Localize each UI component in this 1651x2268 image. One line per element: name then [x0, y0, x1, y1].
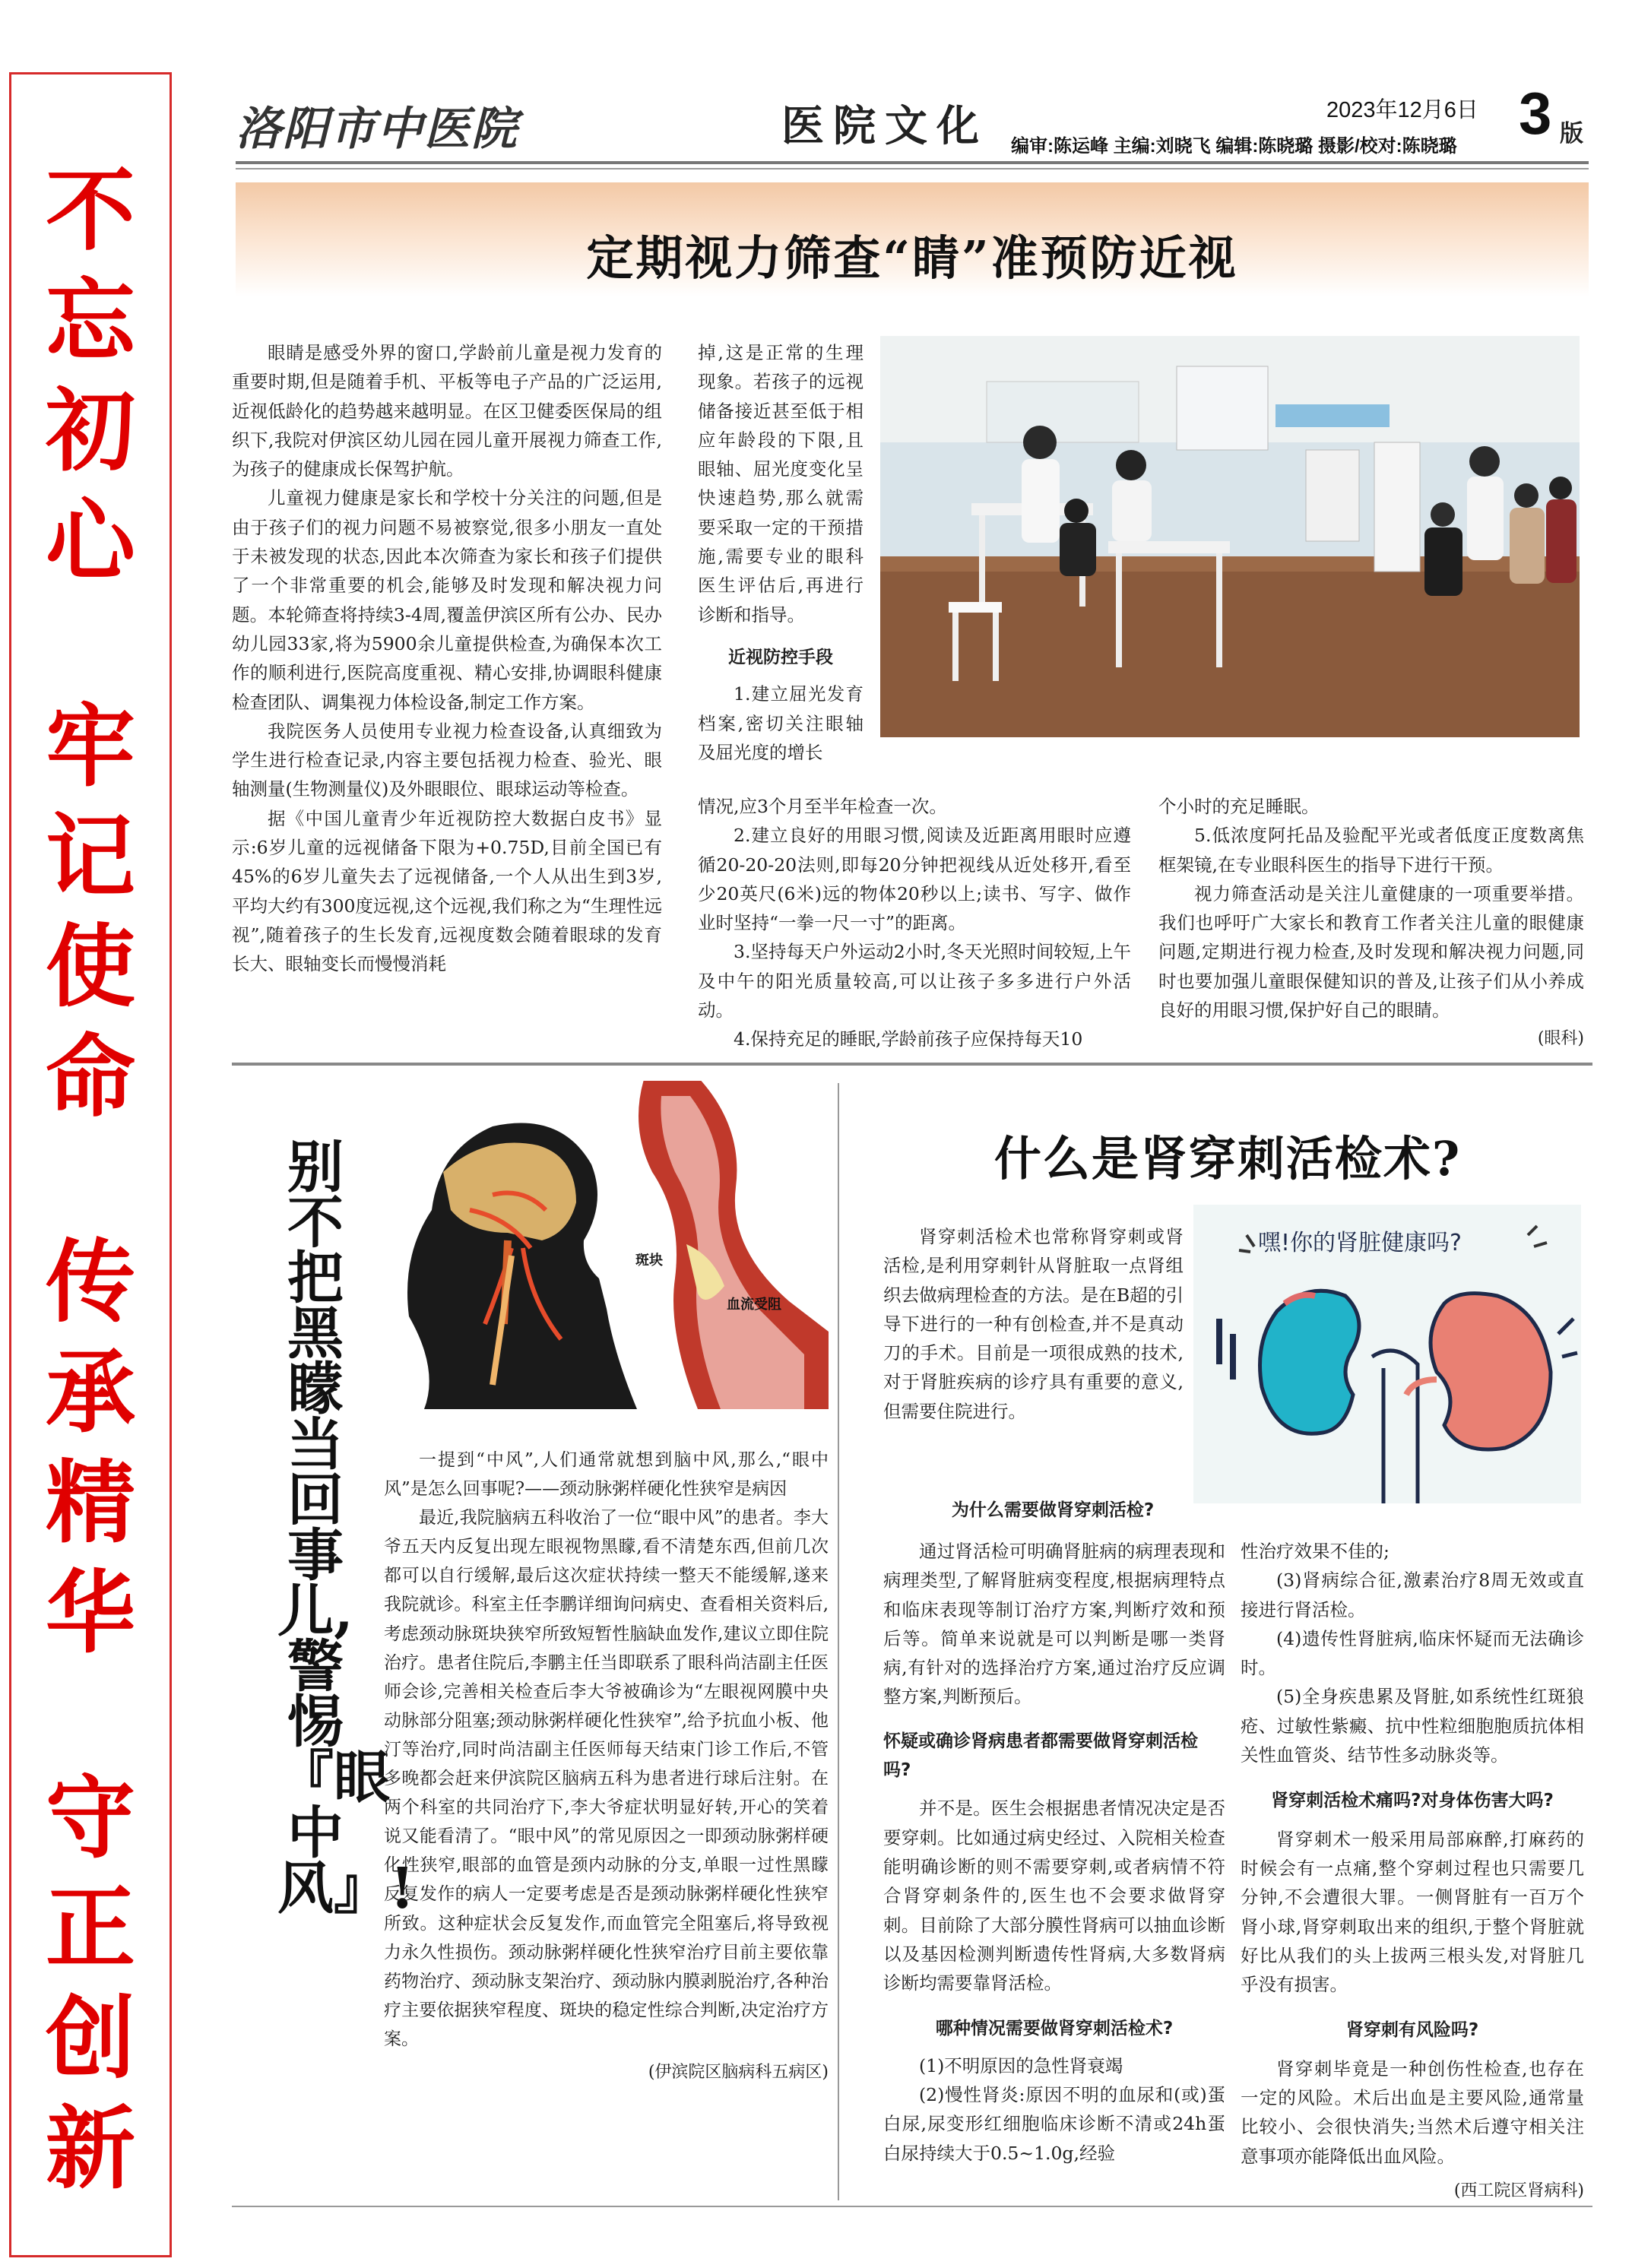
paragraph: (4)遗传性肾脏病,临床怀疑而无法确诊时。: [1241, 1627, 1584, 1679]
slogan-char: 使: [45, 914, 135, 1019]
paragraph: 4.保持充足的睡眠,学龄前孩子应保持每天10: [734, 1028, 1083, 1050]
plaque-label: 斑块: [635, 1253, 663, 1269]
slogan-char: 命: [45, 1025, 135, 1129]
paragraph: 肾穿刺活检术也常称肾穿刺或肾活检,是利用穿刺针从肾脏取一点肾组织去做病理检查的方法。是在B超的引导下进行的一种有创检查,并不是真动刀的手术。目前是一项很成熟的技术,对于肾脏疾病的诊疗具有重要的意义,但需要住院进行。: [883, 1226, 1184, 1422]
slogan-char: 创: [45, 1986, 135, 2091]
column-divider: [838, 1083, 839, 2200]
slogan-char: 传: [45, 1230, 135, 1335]
paragraph: (5)全身疾患累及肾脏,如系统性红斑狼疮、过敏性紫癜、抗中性粒细胞胞质抗体相关性血管炎、结节性多动脉炎等。: [1241, 1686, 1584, 1766]
slogan-char: 初: [45, 379, 135, 483]
vertical-article-title: 别不把黑矇当回事儿,警惕『眼中风』!: [277, 1135, 415, 1921]
question-heading: 肾穿刺有风险吗?: [1345, 2020, 1479, 2041]
paragraph: 性治疗效果不佳的;: [1241, 1541, 1390, 1562]
issue-date: 2023年12月6日: [1326, 98, 1478, 122]
slogan-char: 精: [45, 1450, 135, 1555]
question-heading: 为什么需要做肾穿刺活检?: [951, 1500, 1155, 1520]
blood-flow-label: 血流受阻: [727, 1297, 781, 1313]
paper-name-logo: 洛阳市中医院: [236, 103, 518, 156]
paragraph: (3)肾病综合征,激素治疗8周无效或直接进行肾活检。: [1241, 1570, 1584, 1620]
article-column: [1241, 1537, 1584, 2206]
page-unit: 版: [1560, 120, 1583, 147]
kidney-caption: 嘿!你的肾脏健康吗?: [1258, 1230, 1462, 1256]
carotid-illustration: [379, 1081, 829, 1409]
paragraph: 情况,应3个月至半年检查一次。: [698, 796, 947, 817]
paragraph: 肾穿刺术一般采用局部麻醉,打麻药的时候会有一点痛,整个穿刺过程也只需要几分钟,不会遭很大罪。一侧肾脏有一百万个肾小球,肾穿刺取出来的组织,于整个肾脏就好比从我们的头上拔两三根头发,对肾脏几乎没有损害。: [1241, 1828, 1584, 1996]
paragraph: 个小时的充足睡眠。: [1158, 796, 1320, 817]
paragraph: 我院医务人员使用专业视力检查设备,认真细致为学生进行检查记录,内容主要包括视力检查、验光、眼轴测量(生物测量仪)及外眼眼位、眼球运动等检查。: [232, 720, 662, 800]
paragraph: 据《中国儿童青少年近视防控大数据白皮书》显示:6岁儿童的远视储备下限为+0.75D,目前全国已有45%的6岁儿童失去了远视储备,一个人从出生到3岁,平均大约有300度远视,这个远视,我们称之为“生理性远视”,随着孩子的生长发育,远视度数会随着眼球的发育长大、眼轴变长而慢慢消耗: [232, 807, 662, 975]
article-column: [882, 1490, 1224, 1535]
article-column: [1158, 792, 1584, 1054]
editor-credits: 编审:陈运峰 主编:刘晓飞 编辑:陈晓璐 摄影/校对:陈晓璐: [1011, 136, 1457, 157]
article-column: [698, 792, 1131, 1054]
article-column: [232, 338, 662, 979]
paragraph: (2)慢性肾炎:原因不明的血尿和(或)蛋白尿,尿变形红细胞临床诊断不清或24h蛋白尿持续大于0.5~1.0g,经验: [883, 2084, 1225, 2164]
paragraph: 儿童视力健康是家长和学校十分关注的问题,但是由于孩子们的视力问题不易被察觉,很多小朋友一直处于未被发现的状态,因此本次筛查为家长和孩子们提供了一个非常重要的机会,能够及时发现和解决视力问题。本轮筛查将持续3-4周,覆盖伊滨区所有公办、民办幼儿园33家,将为5900余儿童提供检查,为确保本次工作的顺利进行,医院高度重视、精心安排,协调眼科健康检查团队、调集视力体检设备,制定工作方案。: [232, 487, 662, 713]
paragraph: 1.建立屈光发育档案,密切关注眼轴及屈光度的增长: [698, 683, 864, 763]
paragraph: 视力筛查活动是关注儿童健康的一项重要举措。我们也呼吁广大家长和教育工作者关注儿童的眼健康问题,定期进行视力检查,及时发现和解决视力问题,同时也要加强儿童眼保健知识的普及,让孩子们从小养成良好的用眼习惯,保护好自己的眼睛。: [1158, 882, 1584, 1022]
paragraph: 2.建立良好的用眼习惯,阅读及近距离用眼时应遵循20-20-20法则,即每20分钟把视线从近处移开,看至少20英尺(6米)远的物体20秒以上;读书、写字、做作业时坚持“一拳一尺一寸”的距离。: [698, 825, 1131, 934]
paragraph: 3.坚持每天户外运动2小时,冬天光照时间较短,上午及中午的阳光质量较高,可以让孩子多多进行户外活动。: [698, 941, 1131, 1022]
article-column: [883, 1222, 1184, 1426]
masthead-rule: [236, 168, 1589, 169]
slogan-char: 华: [45, 1560, 135, 1665]
paragraph: 眼睛是感受外界的窗口,学龄前儿童是视力发育的重要时期,但是随着手机、平板等电子产品的广泛运用,近视低龄化的趋势越来越明显。在区卫健委医保局的组织下,我院对伊滨区幼儿园在园儿童开展视力筛查工作,为孩子的健康成长保驾护航。: [232, 342, 662, 480]
paragraph: (1)不明原因的急性肾衰竭: [919, 2054, 1123, 2076]
section-subhead: 近视防控手段: [728, 647, 833, 667]
kidney-illustration: [1193, 1205, 1581, 1503]
slogan-char: 承: [45, 1340, 135, 1445]
slogan-strip: [9, 72, 172, 2257]
masthead-rule: [236, 161, 1589, 164]
article-column: [384, 1446, 829, 2087]
slogan-char: 记: [45, 804, 135, 909]
slogan-char: 忘: [45, 268, 135, 373]
classroom-photo: [880, 336, 1580, 737]
paragraph: 通过肾活检可明确肾脏病的病理表现和病理类型,了解肾脏病变程度,根据病理特点和临床表现等制订治疗方案,判断疗效和预后等。简单来说就是可以判断是哪一类肾病,有针对的选择治疗方案,通过治疗反应调整方案,判断预后。: [883, 1541, 1225, 1708]
slogan-char: 牢: [45, 694, 135, 799]
section-name: 医院文化: [781, 101, 988, 151]
paragraph: 最近,我院脑病五科收治了一位“眼中风”的患者。李大爷五天内反复出现左眼视物黑矇,看不清楚东西,但前几次都可以自行缓解,最后这次症状持续一整天不能缓解,遂来我院就诊。科室主任李鹏详细询问病史、查看相关资料后,考虑颈动脉斑块狭窄所致短暂性脑缺血发作,建议立即住院治疗。患者住院后,李鹏主任当即联系了眼科尚洁副主任医师会诊,完善相关检查后李大爷被确诊为“左眼视网膜中央动脉部分阻塞;颈动脉粥样硬化性狭窄”,给予抗血小板、他汀等治疗,同时尚洁副主任医师每天结束门诊工作后,不管多晚都会赶来伊滨院区脑病五科为患者进行球后注射。在两个科室的共同治疗下,李大爷症状明显好转,开心的笑着说又能看清了。“眼中风”的常见原因之一即颈动脉粥样硬化性狭窄,眼部的血管是颈内动脉的分支,单眼一过性黑矇反复发作的病人一定要考虑是否是颈动脉粥样硬化性狭窄所致。这种症状会反复发作,而血管完全阻塞后,将导致视力永久性损伤。颈动脉粥样硬化性狭窄治疗目前主要依靠药物治疗、颈动脉支架治疗、颈动脉内膜剥脱治疗,各种治疗主要依据狭窄程度、斑块的稳定性综合判断,决定治疗方案。: [384, 1508, 829, 2049]
paragraph: 5.低浓度阿托品及验配平光或者低度正度数离焦框架镜,在专业眼科医生的指导下进行干预。: [1158, 825, 1584, 876]
page-number: 3: [1519, 80, 1552, 147]
question-heading: 怀疑或确诊肾病患者都需要做肾穿刺活检吗?: [883, 1731, 1198, 1781]
paragraph: 一提到“中风”,人们通常就想到脑中风,那么,“眼中风”是怎么回事呢?——颈动脉粥样硬化性狭窄是病因: [384, 1450, 829, 1500]
slogan-char: 正: [45, 1876, 135, 1981]
paragraph: 掉,这是正常的生理现象。若孩子的远视储备接近甚至低于相应年龄段的下限,且眼轴、屈光度变化呈快速趋势,那么就需要采取一定的干预措施,需要专业的眼科医生评估后,再进行诊断和指导。: [698, 342, 864, 626]
article-title: 什么是肾穿刺活检术?: [993, 1131, 1462, 1186]
article-signature: (西工院区肾病科): [1453, 2181, 1584, 2200]
article-title: 定期视力筛查“睛”准预防近视: [586, 230, 1238, 286]
article-column: [883, 1537, 1225, 2168]
slogan-char: 守: [45, 1766, 135, 1870]
paragraph: 肾穿刺毕竟是一种创伤性检查,也存在一定的风险。术后出血是主要风险,通常量比较小、会很快消失;当然术后遵守相关注意事项亦能降低出血风险。: [1241, 2057, 1584, 2167]
article-signature: (伊滨院区脑病科五病区): [648, 2062, 829, 2082]
paragraph: 并不是。医生会根据患者情况决定是否要穿刺。比如通过病史经过、入院相关检查能明确诊断的则不需要穿刺,或者病情不符合肾穿刺条件的,医生也不会要求做肾穿刺。目前除了大部分膜性肾病可以抽血诊断以及基因检测判断遗传性肾病,大多数肾病诊断均需要靠肾活检。: [883, 1798, 1225, 1994]
article-column: [698, 338, 864, 767]
article-signature: (眼科): [1537, 1029, 1584, 1049]
slogan-char: 心: [45, 489, 135, 594]
bottom-rule: [232, 2206, 1592, 2207]
slogan-char: 新: [45, 2096, 135, 2201]
slogan-char: 不: [45, 158, 135, 263]
question-heading: 肾穿刺活检术痛吗?对身体伤害大吗?: [1271, 1791, 1554, 1811]
section-rule: [232, 1063, 1592, 1066]
question-heading: 哪种情况需要做肾穿刺活检术?: [935, 2019, 1174, 2039]
